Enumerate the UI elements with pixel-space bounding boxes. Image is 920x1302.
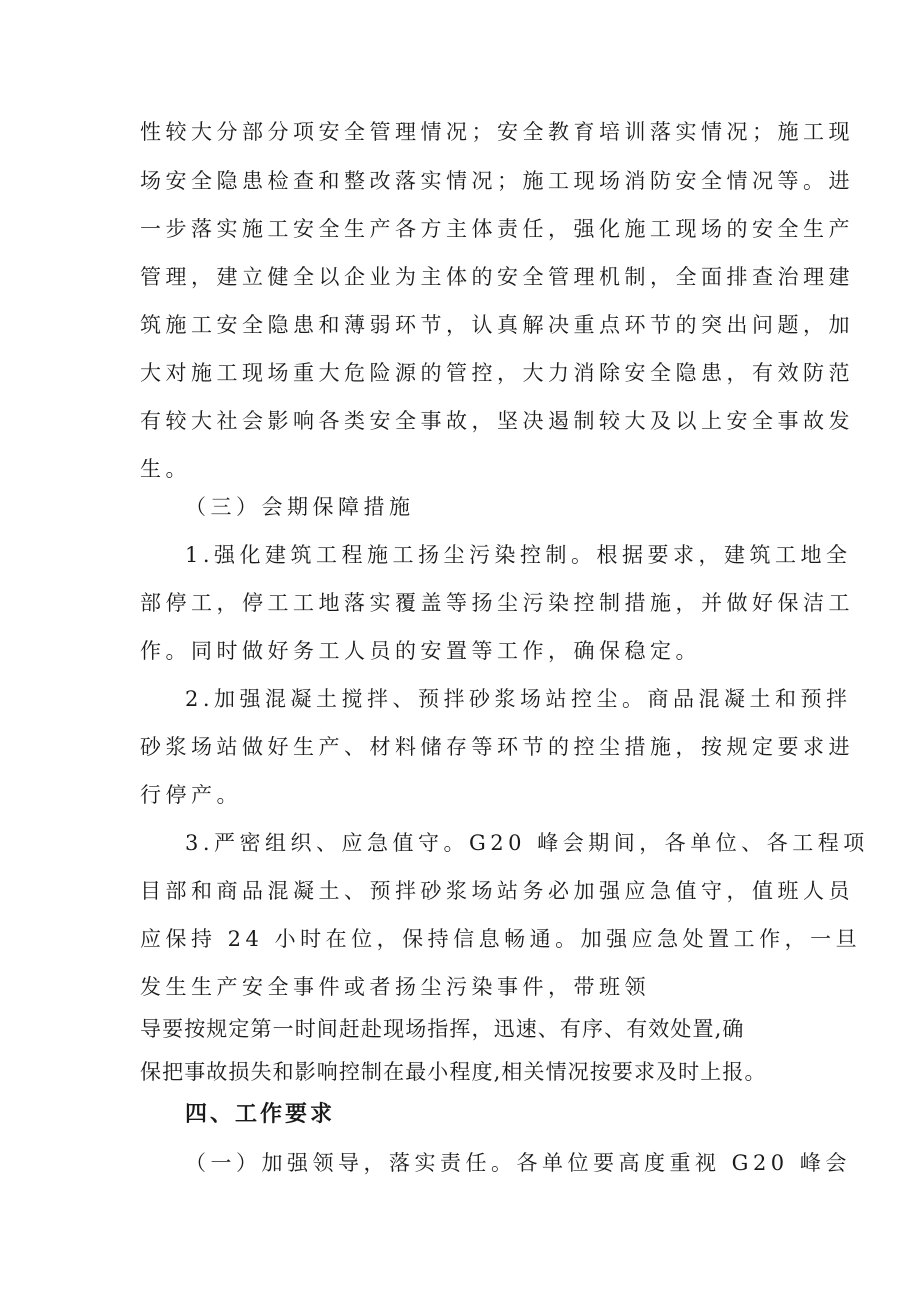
body-line: 导要按规定第一时间赶赴现场指挥，迅速、有序、有效处置,确: [140, 1017, 745, 1041]
body-line: 保把事故损失和影响控制在最小程度,相关情况按要求及时上报。: [140, 1060, 767, 1084]
paragraph-start: 2.加强混凝土搅拌、预拌砂浆场站控尘。商品混凝土和预拌: [185, 687, 852, 711]
body-line: 生。: [140, 457, 191, 481]
paragraph-start: 3.严密组织、应急值守。G20 峰会期间，各单位、各工程项: [185, 831, 869, 855]
body-line: 应保持 24 小时在位，保持信息畅通。加强应急处置工作，一旦: [140, 927, 862, 951]
section-subheading: （三）会期保障措施: [185, 495, 415, 519]
body-line: 部停工，停工工地落实覆盖等扬尘污染控制措施，并做好保洁工: [140, 591, 854, 615]
body-line: 目部和商品混凝土、预拌砂浆场站务必加强应急值守，值班人员: [140, 879, 854, 903]
body-line: 作。同时做好务工人员的安置等工作，确保稳定。: [140, 639, 701, 663]
body-line: 性较大分部分项安全管理情况；安全教育培训落实情况；施工现: [140, 120, 854, 144]
body-line: 管理，建立健全以企业为主体的安全管理机制，全面排查治理建: [140, 265, 854, 289]
body-line: 一步落实施工安全生产各方主体责任，强化施工现场的安全生产: [140, 217, 854, 241]
paragraph-start: （一）加强领导，落实责任。各单位要高度重视 G20 峰会: [185, 1151, 851, 1175]
body-line: 发生生产安全事件或者扬尘污染事件，带班领: [140, 975, 650, 999]
paragraph-start: 1.强化建筑工程施工扬尘污染控制。根据要求，建筑工地全: [185, 543, 852, 567]
section-heading: 四、工作要求: [185, 1102, 336, 1127]
body-line: 大对施工现场重大危险源的管控，大力消除安全隐患，有效防范: [140, 361, 854, 385]
body-line: 砂浆场站做好生产、材料储存等环节的控尘措施，按规定要求进: [140, 735, 854, 759]
body-line: 有较大社会影响各类安全事故，坚决遏制较大及以上安全事故发: [140, 409, 854, 433]
body-line: 筑施工安全隐患和薄弱环节，认真解决重点环节的突出问题，加: [140, 313, 854, 337]
body-line: 场安全隐患检查和整改落实情况；施工现场消防安全情况等。进: [140, 169, 854, 193]
body-line: 行停产。: [140, 783, 242, 807]
